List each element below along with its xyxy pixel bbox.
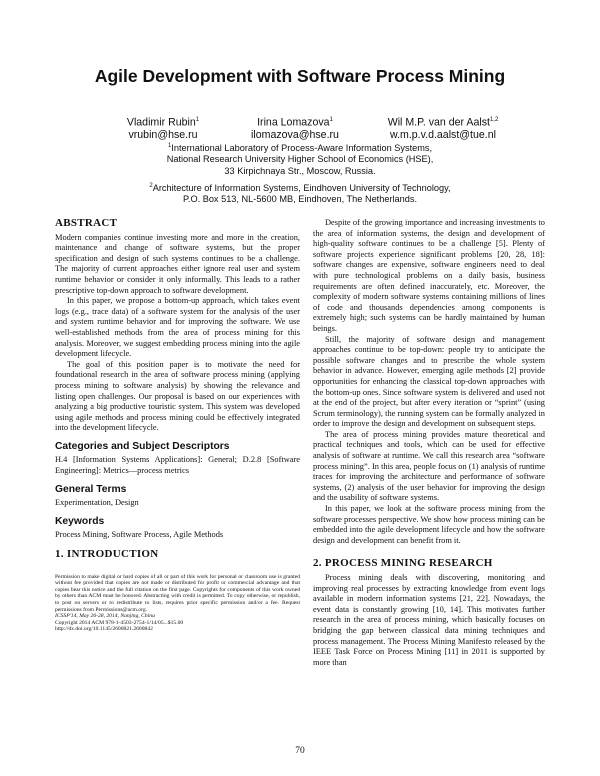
author-sup: 1 xyxy=(195,117,200,123)
categories-heading: Categories and Subject Descriptors xyxy=(55,440,230,452)
categories-text: H.4 [Information Systems Applications]: General; D.2.8 [Software Engineering]: Metrics—process metrics xyxy=(55,455,300,476)
body-paragraph: Process mining deals with discovering, monitoring and improving real processes by extracting knowledge from event logs available in modern information systems [21, 22]. Nowadays, the event data is constantly growing [10, 14]. This motivates further research in the area of process mining, which basically focuses on bridging the gap between classical data mining techniques and process management. The Process Mining Manifesto released by the IEEE Task Force on Process Mining [11] in 2011 is supported by more than xyxy=(313,573,545,667)
author-email: vrubin@hse.ru xyxy=(128,128,198,141)
permission-footnote xyxy=(55,574,300,633)
general-terms-text: Experimentation, Design xyxy=(55,498,139,508)
abstract-heading: ABSTRACT xyxy=(55,217,118,229)
affiliation-1 xyxy=(100,141,500,177)
process-mining-heading: 2. PROCESS MINING RESEARCH xyxy=(313,557,493,570)
affiliation-line: P.O. Box 513, NL-5600 MB, Eindhoven, The Netherlands. xyxy=(182,194,418,205)
abstract-paragraph: Modern companies continue investing more and more in the creation, maintenance and change of software systems, but the proper specification and design of such systems continues to be a challenge. The majority of current approaches either ignore real user and system runtime behavior or consider it only informally. This leads to a rather prescriptive top-down approach to software development. xyxy=(55,232,300,295)
general-terms-heading: General Terms xyxy=(55,483,127,495)
body-paragraph: Despite of the growing importance and increasing investments to the area of information systems, the design and development of high-quality software continues to be a challenge [5]. Plenty of software projects experience significant problems [20, 28, 18]: software changes are expensive, software engineers need to deal with pure technological problems on a daily basis, business requirements are often defined inaccurately, etc. Moreover, the complexity of modern software systems containing millions of lines of code and thousands dependencies among components is extremely high; such systems can be hardly maintained by human beings. xyxy=(313,218,545,333)
affiliation-sup: 2 xyxy=(149,183,153,189)
author-3 xyxy=(358,114,528,141)
author-email: w.m.p.v.d.aalst@tue.nl xyxy=(390,128,496,141)
right-column xyxy=(313,218,545,668)
keywords-text: Process Mining, Software Process, Agile Methods xyxy=(55,530,224,540)
body-paragraph: In this paper, we look at the software process mining from the software processes perspective. We show how process mining can be embedded into the agile development lifecycle and how the software design and development can benefit from it. xyxy=(313,504,545,545)
affiliation-line: National Research University Higher School of Economics (HSE), xyxy=(166,154,434,165)
permission-text: Permission to make digital or hard copies of all or part of this work for personal or classroom use is granted without fee provided that copies are not made or distributed for profit or commercial advantage and that copies bear this notice and the full citation on the first page. Copyrights for components of this work owned by others than ACM must be honored. Abstracting with credit is permitted. To copy otherwise, or republish, to post on servers or to redistribute to lists, requires prior specific permission and/or a fee. Request permissions from Permissions@acm.org. xyxy=(55,573,300,613)
page-number: 70 xyxy=(295,746,305,756)
introduction-heading: 1. INTRODUCTION xyxy=(55,548,159,561)
affiliation-line: 33 Kirpichnaya Str., Moscow, Russia. xyxy=(224,165,376,176)
affiliation-2 xyxy=(100,181,500,206)
abstract-paragraph: The goal of this position paper is to motivate the need for foundational research in the area of software process mining (applying process mining to software analysis) by showing the relevance and listing open challenges. Our proposal is based on our experiences with analyzing a big productive touristic system. This system was developed using agile methods and process mining could be effectively integrated into the development lifecycle. xyxy=(55,359,300,433)
keywords-heading: Keywords xyxy=(55,515,105,527)
author-name: Vladimir Rubin xyxy=(126,116,196,129)
abstract-paragraph: In this paper, we propose a bottom-up approach, which takes event logs (e.g., trace data) of a software system for the analysis of the user and system runtime behavior and for improving the software. We use well-established methods from the area of process mining for this analysis. Moreover, we suggest embedding process mining into the agile development lifecycle. xyxy=(55,296,300,359)
affiliation-sup: 1 xyxy=(167,143,172,149)
doi-link[interactable]: http://dx.doi.org/10.1145/2600821.2600842 xyxy=(55,626,153,633)
author-name: Irina Lomazova xyxy=(257,116,330,129)
affiliation-line: International Laboratory of Process-Aware Information Systems, xyxy=(171,143,433,154)
left-column xyxy=(55,218,300,633)
paper-title: Agile Development with Software Process Mining xyxy=(94,66,506,86)
author-name: Wil M.P. van der Aalst xyxy=(387,116,490,129)
author-sup: 1 xyxy=(329,117,333,123)
author-email: ilomazova@hse.ru xyxy=(251,128,339,141)
author-2 xyxy=(220,114,370,141)
body-paragraph: Still, the majority of software design and management approaches continue to be top-down: people try to anticipate the possible software changes and to prescribe the whole system behavior in advance. However, emerging agile methods [2] provide opportunities for enhancing the classical top-down approaches with the bottom-up ones. Since software system is delivered and used not at the end of the project, but after every iteration or “sprint” (using Scrum terminology), the running system can be formally analyzed in order to improve the design and development on subsequent steps. xyxy=(313,334,545,429)
copyright-line: Copyright 2014 ACM 978-1-4503-2754-1/14/05...$15.00 xyxy=(55,619,184,626)
conference-line: ICSSP'14, May 26-28, 2014, Nanjing, China xyxy=(55,613,155,620)
affiliation-line: Architecture of Information Systems, Eindhoven University of Technology, xyxy=(152,183,451,194)
author-sup: 1,2 xyxy=(489,117,499,123)
author-1 xyxy=(88,114,238,141)
body-paragraph: The area of process mining provides mature theoretical and practical techniques and tools, which can be used for effective analysis of software at runtime. We call this research area “software process mining”. In this area, people focus on (1) analysis of runtime traces for improving the architecture and performance of software systems, (2) analysis of the user behavior for improving the design and the usability of software systems. xyxy=(313,429,545,503)
